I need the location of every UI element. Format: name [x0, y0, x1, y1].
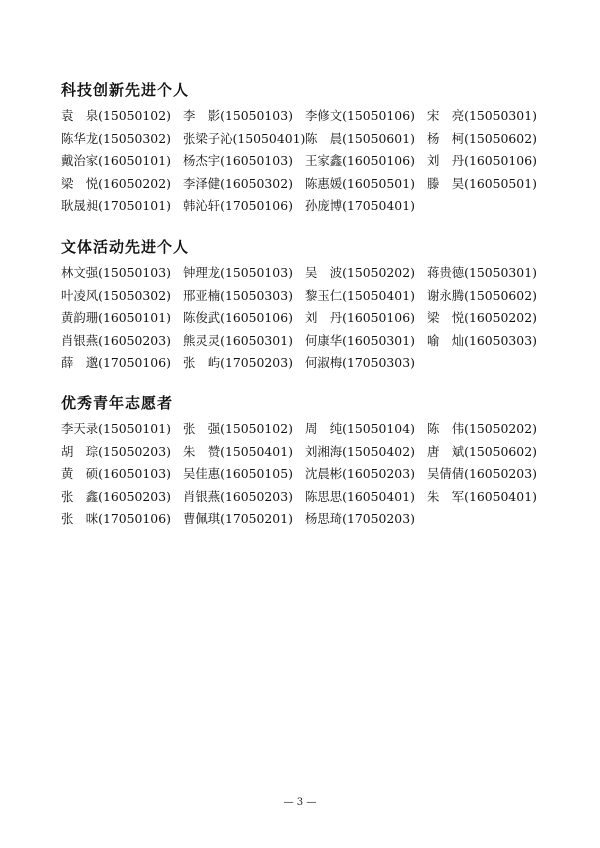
- name-entry: 钟理龙(15050103): [183, 265, 293, 280]
- name-row: [61, 441, 541, 464]
- name-row: [61, 418, 541, 441]
- name-entry: 蒋贵德(15050301): [427, 265, 537, 280]
- name-entry: 吴倩倩(16050203): [427, 466, 537, 481]
- name-entry: 刘 丹(16050106): [427, 153, 537, 168]
- name-entry: 谢永腾(15050602): [427, 287, 537, 303]
- name-entry: 何康华(16050301): [305, 332, 415, 348]
- name-row: [61, 285, 541, 308]
- name-entry: 张 咪(17050106): [61, 511, 171, 526]
- section-sci-tech-innovation: [61, 79, 541, 218]
- name-entry: 韩沁轩(17050106): [183, 198, 293, 213]
- name-row: [61, 352, 541, 375]
- name-entry: 叶凌风(15050302): [61, 287, 171, 303]
- name-entry: 李 影(15050103): [183, 108, 293, 123]
- name-entry: 杨 柯(15050602): [427, 130, 537, 146]
- name-entry: 陈 晨(15050601): [305, 130, 415, 146]
- name-entry: 耿晟昶(17050101): [61, 198, 171, 213]
- name-entry: 张 鑫(16050203): [61, 488, 171, 504]
- name-entry: 朱 赞(15050401): [183, 443, 293, 459]
- name-row: [61, 463, 541, 486]
- name-entry: 杨思琦(17050203): [305, 511, 415, 526]
- name-entry: 刘 丹(16050106): [305, 310, 415, 325]
- name-row: [61, 128, 541, 151]
- name-entry: 孙庞博(17050401): [305, 198, 415, 213]
- name-entry: 杨杰宇(16050103): [183, 153, 293, 168]
- name-entry: 陈思思(16050401): [305, 488, 415, 504]
- name-row: [61, 173, 541, 196]
- name-entry: 肖银燕(16050203): [61, 332, 171, 348]
- name-row: [61, 195, 541, 218]
- name-entry: 宋 亮(15050301): [427, 108, 537, 123]
- name-entry: 林文强(15050103): [61, 265, 171, 280]
- section-youth-volunteers: [61, 392, 541, 531]
- name-entry: 滕 昊(16050501): [427, 175, 537, 191]
- name-row: [61, 307, 541, 330]
- name-entry: 邢亚楠(15050303): [183, 287, 293, 303]
- name-entry: 黎玉仁(15050401): [305, 287, 415, 303]
- name-entry: 薛 邈(17050106): [61, 355, 171, 370]
- name-entry: 袁 泉(15050102): [61, 108, 171, 123]
- name-entry: 胡 琮(15050203): [61, 443, 171, 459]
- name-row: [61, 150, 541, 173]
- name-entry: 陈华龙(15050302): [61, 130, 171, 146]
- name-entry: 唐 斌(15050602): [427, 443, 537, 459]
- name-entry: 刘湘海(15050402): [305, 443, 415, 459]
- name-entry: 黄 硕(16050103): [61, 466, 171, 481]
- section-title: 优秀青年志愿者: [61, 394, 174, 412]
- name-row: [61, 262, 541, 285]
- page-number: — 3 —: [283, 797, 317, 808]
- name-row: [61, 508, 541, 531]
- name-entry: 张梁子沁(15050401): [183, 130, 306, 146]
- name-entry: 朱 军(16050401): [427, 488, 537, 504]
- name-entry: 李泽健(16050302): [183, 175, 293, 191]
- name-entry: 李天录(15050101): [61, 421, 171, 436]
- name-list: [61, 262, 541, 375]
- name-entry: 梁 悦(16050202): [427, 310, 537, 325]
- name-list: [61, 418, 541, 531]
- name-entry: 周 纯(15050104): [305, 421, 415, 436]
- name-entry: 喻 灿(16050303): [427, 332, 537, 348]
- name-entry: 曹佩琪(17050201): [183, 511, 293, 526]
- name-row: [61, 330, 541, 353]
- name-entry: 王家鑫(16050106): [305, 153, 415, 168]
- name-entry: 沈晨彬(16050203): [305, 466, 415, 481]
- name-entry: 戴治家(16050101): [61, 153, 171, 168]
- name-entry: 陈俊武(16050106): [183, 310, 293, 325]
- name-entry: 张 强(15050102): [183, 421, 293, 436]
- name-entry: 吴佳惠(16050105): [183, 466, 293, 481]
- name-entry: 熊灵灵(16050301): [183, 332, 293, 348]
- section-culture-sports: [61, 236, 541, 375]
- name-list: [61, 105, 541, 218]
- name-entry: 李修文(15050106): [305, 108, 415, 123]
- section-title: 文体活动先进个人: [61, 238, 190, 256]
- name-entry: 肖银燕(16050203): [183, 488, 293, 504]
- name-row: [61, 486, 541, 509]
- name-entry: 张 屿(17050203): [183, 355, 293, 370]
- name-row: [61, 105, 541, 128]
- name-entry: 陈惠媛(16050501): [305, 175, 415, 191]
- name-entry: 梁 悦(16050202): [61, 175, 171, 191]
- name-entry: 陈 伟(15050202): [427, 421, 537, 436]
- name-entry: 吴 波(15050202): [305, 265, 415, 280]
- name-entry: 黄韵珊(16050101): [61, 310, 171, 325]
- section-title: 科技创新先进个人: [61, 81, 190, 99]
- name-entry: 何淑梅(17050303): [305, 355, 415, 370]
